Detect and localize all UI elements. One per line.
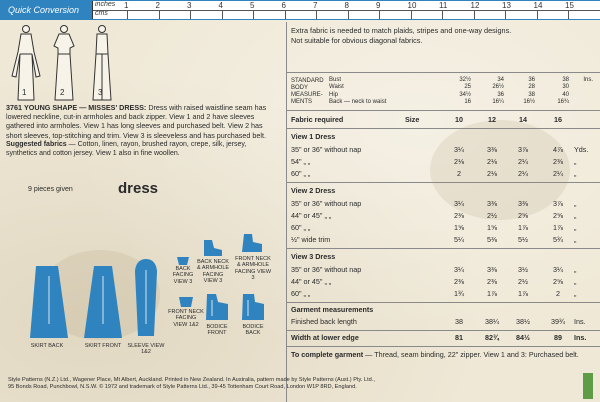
footer-line-1: Style Patterns (N.Z.) Ltd., Wagener Place, Mt Albert, Auckland. Printed in New Zealand. In Australia, pattern made by Style Patterns (Aust.) Pty. Ltd.,: [8, 377, 375, 383]
measurement-value: 16¼: [492, 99, 504, 106]
table-row: [291, 333, 597, 347]
measurement-value: 34½: [459, 91, 471, 98]
measurement-value: 25: [464, 84, 471, 91]
pieces-given: 9 pieces given: [28, 186, 73, 193]
ruler-tick: [190, 10, 191, 19]
ruler-tick: [253, 10, 254, 19]
ruler-tick: [348, 10, 349, 19]
table-row: [291, 317, 597, 331]
cell-value: 2⅛: [487, 157, 497, 166]
divider: [287, 346, 600, 347]
piece-bodice-front: [204, 292, 230, 322]
fabric-notice: [291, 26, 591, 46]
cell-value: 3⅞: [553, 199, 563, 208]
cell-value: 1⅞: [518, 289, 528, 298]
cell-value: 89: [554, 333, 562, 342]
measurement-value: 16¾: [557, 99, 569, 106]
measurement-value: 32½: [459, 77, 471, 83]
ruler-tick: [474, 10, 475, 19]
size-14: 14: [519, 115, 527, 124]
fabrics-label: Suggested fabrics: [6, 141, 67, 148]
cell-value: 3½: [518, 265, 528, 274]
cell-value: 2⅜: [454, 211, 464, 220]
ruler-unit-cms: cms: [95, 10, 108, 17]
cell-value: 2⅜: [553, 157, 563, 166]
cell-unit: „: [574, 235, 577, 244]
measurement-value: 16: [464, 99, 471, 106]
size-label: Size: [405, 115, 420, 124]
divider: [287, 128, 600, 129]
ruler-divider: [93, 10, 600, 11]
piece-label-back-neck-armhole-facing: BACK NECK & ARMHOLE FACING VIEW 3: [196, 259, 230, 285]
pattern-description-text: Dress with raised waistline seam has lowered neckline, cut-in armholes and back zipper. View 1 and 2 have sleeves gathered into armholes. View 1 has long sleeves and purchased belt. View 2 has short sleeves, top-stitching and trim. View 3 is sleeveless and has purchased belt.: [6, 103, 267, 140]
row-label: 44" or 45" „ „: [291, 211, 332, 220]
ruler-tick-label: 4: [218, 1, 223, 10]
cell-unit: „: [574, 199, 577, 208]
measurement-value: 40: [562, 91, 569, 98]
fabrics-text: — Cotton, linen, rayon, brushed rayon, crepe, silk, jersey, synthetics and cotton jersey. View 1 also in fine woollen.: [6, 141, 247, 157]
pattern-number: 3761: [6, 103, 22, 112]
ruler-tick: [159, 10, 160, 19]
view-number-1: 1: [22, 88, 27, 97]
ruler-tick-label: 12: [470, 1, 480, 10]
row-label: 35" or 36" without nap: [291, 199, 362, 208]
piece-label-skirt-front: SKIRT FRONT: [84, 343, 122, 349]
cell-value: 2⅝: [553, 211, 563, 220]
cell-value: 5½: [518, 235, 528, 244]
cell-value: 3¼: [454, 145, 464, 154]
measurement-value: 26½: [492, 84, 504, 91]
cell-value: 2¼: [553, 169, 563, 178]
cell-value: 3¼: [553, 265, 563, 274]
ruler-tick-label: 8: [344, 1, 349, 10]
notice-line-1: Extra fabric is needed to match plaids, stripes and one-way designs.: [291, 26, 512, 35]
ruler-tick: [127, 10, 128, 19]
cell-value: 81: [455, 333, 463, 342]
divider: [287, 72, 600, 73]
cell-value: 38½: [516, 317, 530, 326]
measurement-row-hip: Hip: [329, 91, 339, 98]
cell-unit: Ins.: [574, 317, 586, 326]
divider: [287, 330, 600, 331]
row-label: 44" or 45" „ „: [291, 277, 332, 286]
measurement-value: 38: [528, 91, 535, 98]
view-2-title: View 2 Dress: [291, 186, 336, 195]
ruler-tick-label: 1: [124, 1, 129, 10]
row-label: 35" or 36" without nap: [291, 265, 362, 274]
cell-value: 5¾: [553, 235, 563, 244]
view-number-3: 3: [98, 88, 103, 97]
piece-skirt-back: [28, 264, 70, 340]
view-1-title: View 1 Dress: [291, 132, 336, 141]
notice-line-2: Not suitable for obvious diagonal fabrics.: [291, 36, 423, 45]
cell-value: 82¾: [485, 333, 499, 342]
ruler-tick: [222, 10, 223, 19]
cell-value: 5¼: [454, 235, 464, 244]
ruler-tick-label: 14: [533, 1, 543, 10]
row-label: Width at lower edge: [291, 333, 359, 342]
pattern-description: [6, 103, 278, 140]
measurement-col-10: [453, 77, 471, 107]
row-label: ½" wide trim: [291, 235, 331, 244]
cell-value: 3⅜: [518, 199, 528, 208]
measurement-value: 30: [562, 84, 569, 91]
measurement-row-back: Back — neck to waist: [329, 99, 387, 106]
cell-unit: „: [574, 169, 577, 178]
cell-value: 1⅞: [487, 289, 497, 298]
cell-value: 2½: [487, 211, 497, 220]
cell-value: 2⅛: [454, 157, 464, 166]
cell-value: 1⅝: [454, 223, 464, 232]
section-title: [291, 132, 597, 146]
ruler-tick-label: 11: [439, 1, 448, 10]
piece-label-front-neck-armhole-facing: FRONT NECK & ARMHOLE FACING VIEW 3: [234, 256, 272, 282]
piece-front-neck-armhole-facing: [240, 232, 264, 254]
size-12: 12: [488, 115, 496, 124]
row-label: 35" or 36" without nap: [291, 145, 362, 154]
ruler-tick-label: 13: [502, 1, 511, 10]
measurement-value: 34: [497, 77, 504, 83]
piece-label-front-neck-facing: FRONT NECK FACING VIEW 1&2: [168, 309, 204, 328]
cell-value: 2⅝: [518, 211, 528, 220]
piece-label-bodice-front: BODICE FRONT: [206, 324, 228, 337]
cell-value: 2⅜: [454, 277, 464, 286]
conversion-ruler: [92, 1, 600, 19]
cell-value: 2¼: [518, 169, 528, 178]
ruler-tick-label: 6: [281, 1, 286, 10]
measurement-value: 28: [528, 84, 535, 91]
section-title: [291, 252, 597, 266]
green-corner-mark: [583, 373, 593, 399]
table-row: [291, 289, 597, 303]
suggested-fabrics: [6, 141, 278, 158]
measurement-row-waist: Waist: [329, 84, 344, 91]
row-label: 60" „ „: [291, 169, 311, 178]
ruler-tick-label: 10: [407, 1, 417, 10]
fabric-required-label: Fabric required: [291, 115, 344, 124]
measurement-value: 16½: [523, 99, 535, 106]
cell-value: 2: [556, 289, 560, 298]
cell-value: 2¼: [518, 157, 528, 166]
view-3-title: View 3 Dress: [291, 252, 336, 261]
cell-unit: „: [574, 289, 577, 298]
cell-unit: „: [574, 157, 577, 166]
ruler-tick-label: 7: [313, 1, 318, 10]
cell-value: 1⅝: [487, 223, 497, 232]
to-complete-label: To complete garment: [291, 350, 364, 359]
piece-back-facing: [176, 256, 190, 266]
measurement-unit: Ins.: [583, 77, 593, 83]
piece-skirt-front: [82, 264, 124, 340]
piece-label-bodice-back: BODICE BACK: [242, 324, 264, 337]
piece-label-back-facing: BACK FACING VIEW 3: [172, 266, 194, 285]
cell-value: 1¾: [454, 289, 464, 298]
ruler-tick-label: 3: [187, 1, 192, 10]
row-label: 60" „ „: [291, 223, 311, 232]
cell-value: 3⅞: [518, 145, 528, 154]
cell-value: 3¼: [454, 199, 464, 208]
ruler-tick: [505, 10, 506, 19]
to-complete-garment: [291, 350, 597, 360]
pattern-heading: YOUNG SHAPE — MISSES' DRESS:: [24, 103, 147, 112]
cell-value: 2⅜: [487, 277, 497, 286]
row-label: 54" „ „: [291, 157, 311, 166]
divider: [287, 302, 600, 303]
cell-value: 3¼: [454, 265, 464, 274]
measurement-value: 38: [562, 77, 569, 83]
cell-value: 4⅞: [553, 145, 563, 154]
cell-value: 2⅛: [487, 169, 497, 178]
cell-value: 3⅜: [487, 145, 497, 154]
ruler-tick: [285, 10, 286, 19]
cell-unit: „: [574, 265, 577, 274]
piece-label-sleeve: SLEEVE VIEW 1&2: [127, 343, 165, 356]
piece-label-skirt-back: SKIRT BACK: [30, 343, 64, 349]
cell-value: 39¾: [551, 317, 565, 326]
measurement-col-12: [486, 77, 504, 107]
fabric-requirements-panel: [286, 22, 600, 402]
cell-value: 1⅞: [553, 223, 563, 232]
ruler-tick: [568, 10, 569, 19]
measurement-row-labels: [329, 77, 386, 107]
cell-value: 38¼: [485, 317, 499, 326]
piece-bodice-back: [240, 292, 266, 322]
cell-value: 84½: [516, 333, 530, 342]
section-title: [291, 186, 597, 200]
size-10: 10: [455, 115, 463, 124]
cell-unit: „: [574, 277, 577, 286]
ruler-tick: [537, 10, 538, 19]
cell-unit: „: [574, 211, 577, 220]
cell-value: 2⅝: [553, 277, 563, 286]
strip-title: Quick Conversion: [8, 5, 80, 15]
cell-unit: „: [574, 223, 577, 232]
dress-title: dress: [118, 180, 159, 197]
ruler-tick: [442, 10, 443, 19]
size-16: 16: [554, 115, 562, 124]
ruler-tick-label: 2: [155, 1, 160, 10]
to-complete-text: — Thread, seam binding, 22" zipper. View 1 and 3: Purchased belt.: [365, 350, 579, 359]
piece-sleeve: [134, 258, 158, 338]
ruler-tick-label: 5: [250, 1, 255, 10]
standard-measurements-label: STANDARD BODY MEASURE- MENTS: [291, 78, 324, 105]
measurement-col-14: [517, 77, 535, 107]
cell-value: 3⅜: [487, 265, 497, 274]
measurement-value: 36: [497, 91, 504, 98]
cell-value: 2½: [518, 277, 528, 286]
ruler-tick: [379, 10, 380, 19]
piece-back-neck-armhole-facing: [202, 238, 224, 258]
divider: [287, 110, 600, 111]
divider: [287, 248, 600, 249]
row-label: 60" „ „: [291, 289, 311, 298]
cell-value: 38: [455, 317, 463, 326]
measurement-row-bust: Bust: [329, 77, 342, 83]
ruler-tick: [411, 10, 412, 19]
cell-unit: Ins.: [574, 333, 587, 342]
cell-value: 2: [457, 169, 461, 178]
quick-conversion-strip: [0, 0, 600, 20]
cell-value: 5⅜: [487, 235, 497, 244]
table-row: [291, 235, 597, 249]
row-label: Finished back length: [291, 317, 357, 326]
cell-unit: Yds.: [574, 145, 589, 154]
ruler-tick-label: 15: [565, 1, 574, 10]
fabric-table-header: [291, 115, 597, 129]
garment-measurements-title: Garment measurements: [291, 305, 374, 314]
ruler-tick: [316, 10, 317, 19]
ruler-unit-inches: inches: [95, 1, 116, 8]
cell-value: 1⅞: [518, 223, 528, 232]
divider: [287, 182, 600, 183]
footer-line-2: 95 Bonds Road, Punchbowl, N.S.W. © 1972 and trademark of Style Patterns Ltd., 39-45 Tottenham Court Road, London W1P 8RD, England.: [8, 384, 357, 391]
view-number-2: 2: [60, 88, 65, 97]
measurement-value: 36: [528, 77, 535, 83]
piece-front-neck-facing: [178, 296, 194, 308]
publisher-footer: [8, 377, 598, 391]
measurement-col-16: [551, 77, 569, 107]
table-row: [291, 169, 597, 183]
cell-value: 3⅜: [487, 199, 497, 208]
ruler-tick-label: 9: [376, 1, 381, 10]
